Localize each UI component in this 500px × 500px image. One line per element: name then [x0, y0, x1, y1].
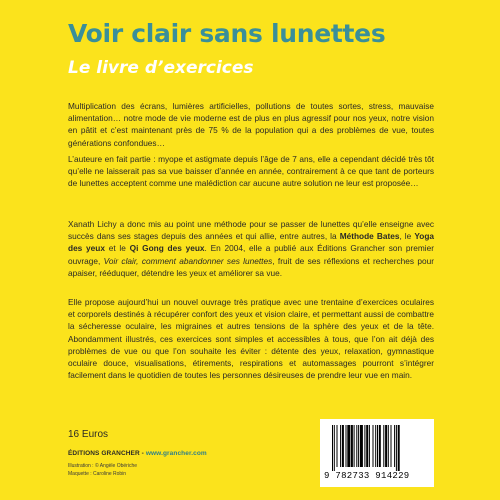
barcode-bar	[394, 425, 395, 467]
method-yoga: Yoga des yeux	[68, 231, 434, 254]
barcode	[320, 419, 434, 487]
paragraph-intro: Multiplication des écrans, lumières artificielles, pollutions de toutes sortes, stress, mauvaise alimentation… notre mode de vie moderne est de plus en plus agressif pour nos yeux, notre vision en pâtit et c’est maintenant près de 75 % de la population qui a des problèmes de vue, toutes générations confondues…	[68, 101, 434, 148]
barcode-bar	[360, 425, 363, 467]
barcode-bar	[396, 425, 397, 471]
barcode-bar	[364, 425, 365, 467]
book-title: Voir clair sans lunettes	[68, 19, 386, 48]
paragraph-new-book: Elle propose aujourd’hui un nouvel ouvrage très pratique avec une trentaine d’exercices oculaires et corporels destinés à récupérer confort des yeux et vision claire, et permettant aussi de combattre la sécheresse oculaire, les migraines et autres tensions de la sphère des yeux et de la tête. Abondamment illustrés, ces exercices sont simples et accessibles à tous, que l’on ait déjà des problèmes de vue ou que l’on souhaite les éviter : détente des yeux, relaxation, gymnastique oculaire douce, visualisations, étirements, respirations et automassages pourront s’intégrer facilement dans le quotidien de toutes les personnes désireuses de prendre leur vue en main.	[68, 297, 434, 381]
book-subtitle: Le livre d’exercices	[68, 58, 254, 78]
barcode-bar	[398, 425, 400, 471]
design-credit: Maquette : Caroline Robin	[68, 471, 127, 477]
method-text-5: , fruit de ses réflexions et recherches pour apaiser, rééduquer, détendre les yeux et améliorer sa vue.	[68, 255, 434, 278]
publisher-url: www.grancher.com	[145, 450, 207, 457]
illustration-credit: Illustration : © Angèle Obériche	[68, 463, 137, 469]
barcode-bar	[351, 425, 353, 467]
paragraph-author: L’auteure en fait partie : myope et astigmate depuis l’âge de 7 ans, elle a cependant décidé très tôt qu’elle ne laisserait pas sa vue baisser d’année en année, contrairement à ce que tant de porteurs de lunettes acceptent comme une malédiction car aucune autre solution ne leur est proposée…	[68, 154, 434, 189]
method-bates: Méthode Bates	[339, 231, 400, 242]
barcode-bar	[379, 425, 381, 467]
barcode-bar	[356, 425, 357, 467]
barcode-bars	[332, 425, 424, 471]
barcode-bar	[385, 425, 387, 467]
price: 16 Euros	[68, 429, 109, 440]
barcode-bar	[342, 425, 344, 467]
barcode-bar	[383, 425, 384, 467]
barcode-bar	[354, 425, 355, 467]
method-qigong: Qi Gong des yeux	[129, 243, 205, 254]
paragraph-method	[68, 218, 434, 279]
method-text-2: , le	[399, 231, 415, 242]
barcode-bar	[377, 425, 378, 467]
barcode-bar	[375, 425, 376, 467]
barcode-bar	[366, 425, 368, 467]
barcode-bar	[373, 425, 374, 467]
barcode-bar	[347, 425, 350, 467]
barcode-bar	[391, 425, 392, 467]
barcode-bar	[337, 425, 338, 467]
method-text-3: et le	[104, 243, 130, 254]
barcode-bar	[340, 425, 341, 467]
barcode-bar	[369, 425, 370, 467]
barcode-bar	[388, 425, 389, 467]
barcode-bar	[346, 425, 347, 467]
barcode-bar	[332, 425, 333, 471]
barcode-bar	[334, 425, 335, 471]
publisher-name: ÉDITIONS GRANCHER -	[68, 450, 146, 457]
method-text-1: Xanath Lichy a donc mis au point une méthode pour se passer de lunettes qu’elle enseigne avec succès dans ses stages depuis des années et qui allie, entre autres, la	[68, 219, 434, 242]
barcode-digits: 9 782733 914229	[324, 471, 410, 481]
barcode-bar	[358, 425, 359, 467]
first-book-title: Voir clair, comment abandonner ses lunettes	[103, 255, 273, 266]
publisher-line	[68, 450, 207, 457]
method-text-4: . En 2004, elle a publié aux Éditions Grancher son premier ouvrage,	[68, 243, 434, 266]
